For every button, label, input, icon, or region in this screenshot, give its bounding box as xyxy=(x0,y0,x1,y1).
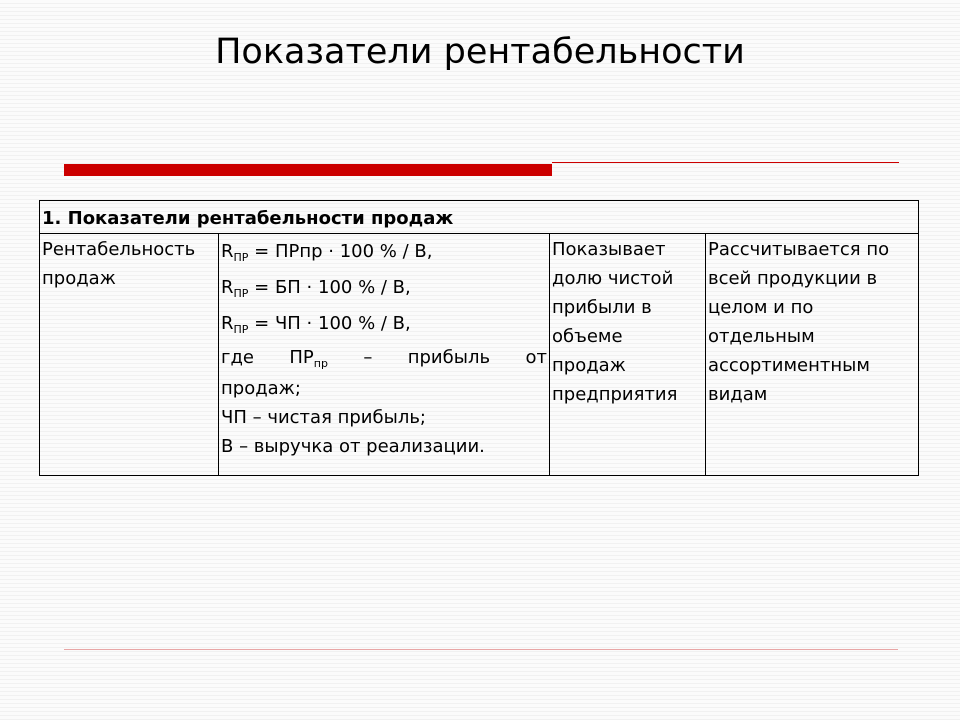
legend-revenue: В – выручка от реализации. xyxy=(221,436,485,457)
formula-line xyxy=(221,271,547,307)
description-line: предприятия xyxy=(552,384,678,405)
legend-profit-continuation: продаж; xyxy=(221,378,301,399)
description-line: долю чистой xyxy=(552,268,674,289)
formula-line xyxy=(221,307,547,343)
description-line: прибыли в xyxy=(552,297,652,318)
legend-pr xyxy=(289,347,328,368)
legend-pr-symbol: ПР xyxy=(289,347,314,368)
indicator-line: Рентабельность xyxy=(42,239,196,260)
formula-expression: = ПРпр · 100 % / В, xyxy=(248,241,433,262)
footer-rule xyxy=(64,649,898,650)
formula-symbol: R xyxy=(221,241,234,262)
legend-net-profit: ЧП – чистая прибыль; xyxy=(221,407,426,428)
slide-title: Показатели рентабельности xyxy=(215,32,745,72)
accent-rule xyxy=(552,162,899,163)
legend-where: где xyxy=(221,347,254,368)
description-cell xyxy=(550,234,706,476)
calculation-line: всей продукции в xyxy=(708,268,878,289)
calculation-line: целом и по xyxy=(708,297,814,318)
formula-subscript: ПР xyxy=(233,287,249,300)
profitability-table xyxy=(39,200,919,476)
description-line: продаж xyxy=(552,355,626,376)
formula-cell xyxy=(219,234,550,476)
indicator-cell xyxy=(40,234,219,476)
calculation-cell xyxy=(706,234,919,476)
description-line: Показывает xyxy=(552,239,666,260)
legend-dash: – xyxy=(363,347,373,368)
calculation-line: видам xyxy=(708,384,768,405)
formula-subscript: ПР xyxy=(233,251,249,264)
formula-subscript: ПР xyxy=(233,323,249,336)
table-row xyxy=(40,234,919,476)
legend-pr-subscript: пр xyxy=(313,357,328,370)
legend-profit-line xyxy=(221,343,547,374)
legend-pr-text: от xyxy=(525,347,547,368)
formula-symbol: R xyxy=(221,277,234,298)
legend-pr-text: прибыль xyxy=(407,347,491,368)
formula-symbol: R xyxy=(221,313,234,334)
description-line: объеме xyxy=(552,326,623,347)
calculation-line: ассортиментным xyxy=(708,355,870,376)
calculation-line: отдельным xyxy=(708,326,815,347)
formula-expression: = ЧП · 100 % / В, xyxy=(248,313,411,334)
formula-line xyxy=(221,235,547,271)
section-header: 1. Показатели рентабельности продаж xyxy=(40,201,919,234)
accent-bar xyxy=(64,164,552,176)
calculation-line: Рассчитывается по xyxy=(708,239,890,260)
formula-expression: = БП · 100 % / В, xyxy=(248,277,411,298)
indicator-line: продаж xyxy=(42,268,116,289)
section-header-row xyxy=(40,201,919,234)
